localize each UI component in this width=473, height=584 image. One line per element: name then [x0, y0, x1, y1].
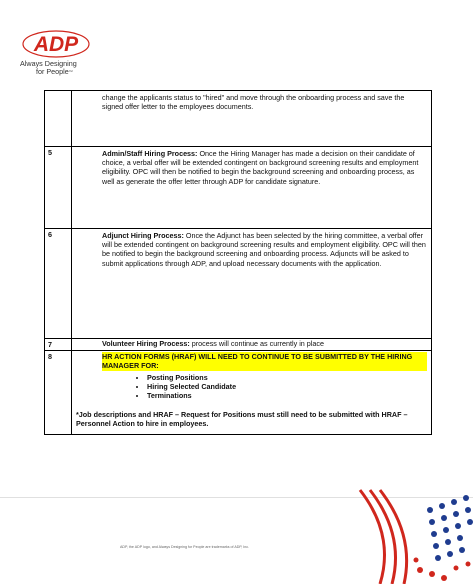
hraf-highlight: HR ACTION FORMS (HRAF) WILL NEED TO CONTINUE TO BE SUBMITTED BY THE HIRING MANAGER FOR: — [102, 352, 427, 370]
row-number: 5 — [45, 147, 72, 229]
row-number: 6 — [45, 229, 72, 339]
row-content — [72, 339, 432, 351]
adp-logo — [20, 30, 90, 76]
hraf-list — [147, 373, 427, 400]
logo-tagline — [20, 60, 90, 76]
row-number — [45, 91, 72, 147]
row-text: Once the Adjunct has been selected by the hiring committee, a verbal offer will be extended contingent on background screening results and employment eligibility. OPC will then be notified to begin the background screening and onboarding process. Adjuncts will be asked to submit applications through ADP, and upload necessary documents with the application. — [102, 231, 426, 268]
row-number: 7 — [45, 339, 72, 351]
list-item: • Hiring Selected Candidate — [147, 382, 427, 391]
row-content — [72, 91, 432, 147]
row-content — [72, 351, 432, 435]
row-content — [72, 229, 432, 339]
list-item: • Terminations — [147, 391, 427, 400]
adp-logo-mark — [20, 30, 90, 60]
table-row — [45, 339, 432, 351]
tagline-line-2: for People™ — [36, 67, 73, 76]
decorative-stripes-art — [340, 480, 473, 584]
row-title: Volunteer Hiring Process: — [102, 339, 190, 348]
table-row — [45, 229, 432, 339]
hiring-process-table — [44, 90, 432, 435]
hraf-note: *Job descriptions and HRAF – Request for Positions must still need to be submitted with HRAF – Personnel Action to hire in employees. — [76, 409, 408, 428]
row-text: change the applicants status to "hired" and move through the onboarding process and save the signed offer letter to the employees documents. — [102, 93, 405, 112]
row-title: Admin/Staff Hiring Process: — [102, 149, 198, 158]
table-row — [45, 351, 432, 435]
row-number: 8 — [45, 351, 72, 435]
row-title: Adjunct Hiring Process: — [102, 231, 184, 240]
row-text: Once the Hiring Manager has made a decision on their candidate of choice, a verbal offer will be extended contingent on background screening results and employment eligibility. OPC will then be notified to begin the background screening and onboarding process, as well as generate the offer letter through ADP for candidate signature. — [102, 149, 419, 186]
footer-trademark: ADP, the ADP logo, and Always Designing for People are trademarks of ADP, Inc. — [120, 545, 250, 549]
row-text: process will continue as currently in place — [189, 339, 324, 348]
tagline-line-1: Always Designing — [20, 59, 77, 68]
logo-letters: ADP — [33, 33, 79, 56]
table-row — [45, 91, 432, 147]
list-item: • Posting Positions — [147, 373, 427, 382]
row-content — [72, 147, 432, 229]
table-row — [45, 147, 432, 229]
